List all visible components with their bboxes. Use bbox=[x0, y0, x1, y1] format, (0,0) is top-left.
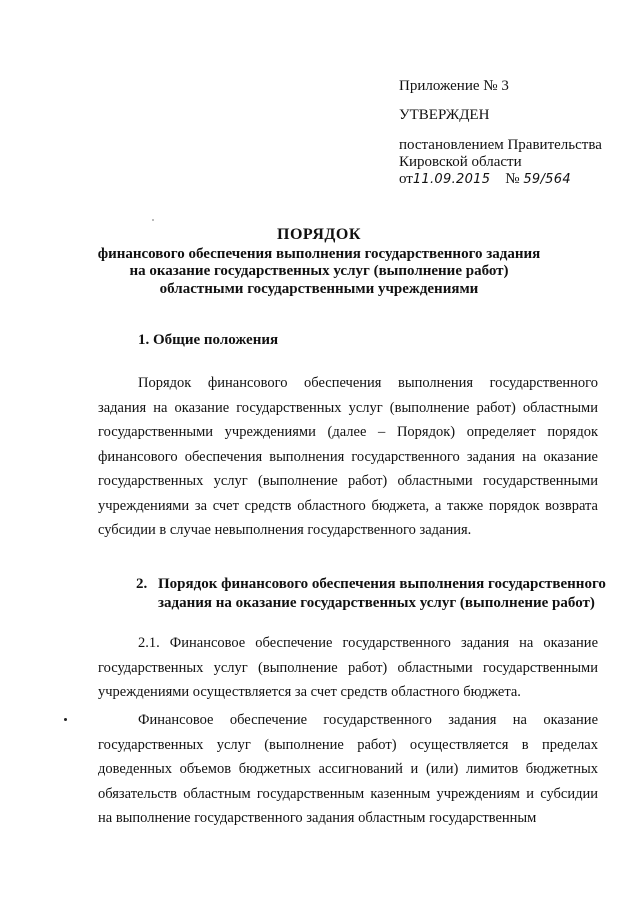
approval-header bbox=[399, 78, 629, 188]
date-prefix: от bbox=[399, 171, 413, 187]
section-1-paragraph: Порядок финансового обеспечения выполнения государственного задания на оказание государственных услуг (выполнение работ) областными государственными учреждениями (далее – Порядок) определяет порядок финансового обеспечения выполнения государственного задания на оказание государственных услуг (выполнение работ) областными государственными учреждениями за счет средств областного бюджета, а также порядок возврата субсидии в случае невыполнения государственного задания. bbox=[98, 375, 598, 538]
section-2-heading bbox=[136, 575, 606, 613]
number-prefix: № bbox=[505, 171, 520, 187]
scan-speck bbox=[152, 219, 154, 221]
title-line-3: областными государственными учреждениями bbox=[159, 280, 479, 297]
resolution-line-1: постановлением Правительства bbox=[399, 137, 602, 153]
scan-dot bbox=[64, 718, 67, 721]
section-1-heading: 1. Общие положения bbox=[138, 332, 279, 348]
section-2-paragraph-2: Финансовое обеспечение государственного задания на оказание государственных услуг (выполнение работ) осуществляется в пределах доведенных объемов бюджетных ассигнований и (или) лимитов бюджетных обязательств областным государственным казенным учреждениям и субсидии на выполнение государственного задания областным государственным bbox=[98, 712, 598, 826]
approved-label: УТВЕРЖДЕН bbox=[399, 107, 490, 123]
resolution-line-2: Кировской области bbox=[399, 154, 522, 170]
document-title bbox=[80, 226, 558, 298]
title-line-1: финансового обеспечения выполнения государственного задания bbox=[97, 245, 541, 262]
section-2-heading-line-2: задания на оказание государственных услуг (выполнение работ) bbox=[158, 595, 595, 611]
resolution-date: 11.09.2015 bbox=[412, 172, 491, 187]
section-2-heading-line-1: Порядок финансового обеспечения выполнения государственного bbox=[158, 576, 606, 592]
title-line-2: на оказание государственных услуг (выполнение работ) bbox=[129, 263, 509, 279]
section-2-paragraph-1: 2.1. Финансовое обеспечение государственного задания на оказание государственных услуг (выполнение работ) областными государственными учреждениями осуществляется за счет средств областного бюджета. bbox=[98, 635, 598, 700]
appendix-label: Приложение № 3 bbox=[399, 78, 509, 94]
resolution-number: 59/564 bbox=[523, 172, 571, 187]
title-main: ПОРЯДОК bbox=[277, 226, 361, 243]
resolution-date-number bbox=[399, 171, 629, 188]
section-2-number: 2. bbox=[136, 576, 148, 592]
